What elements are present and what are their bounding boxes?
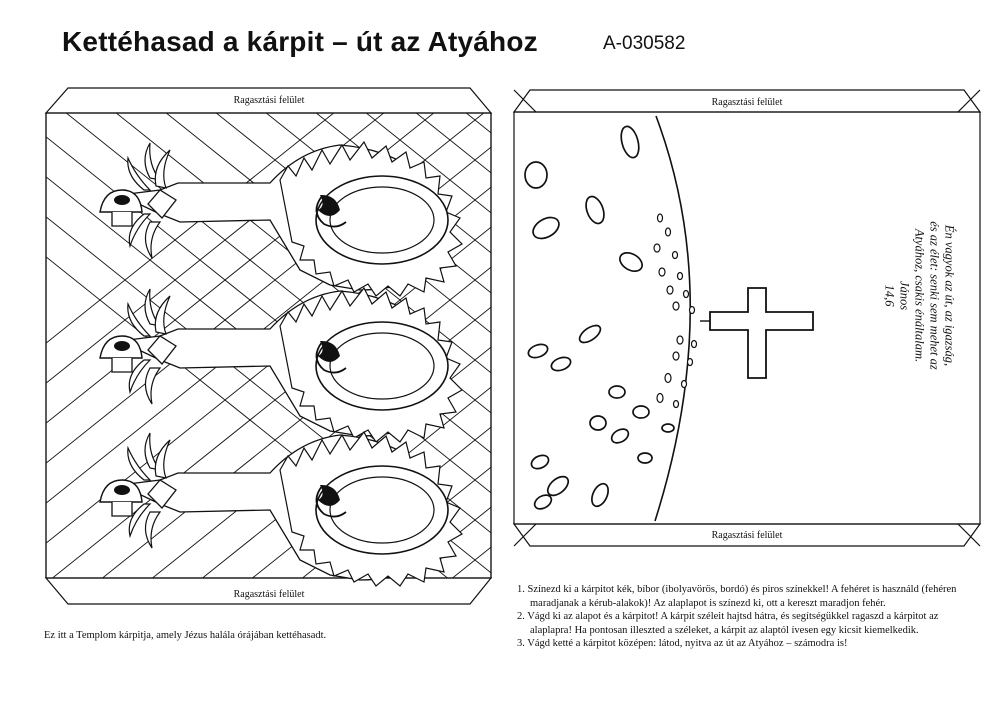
bible-quote xyxy=(882,221,957,371)
document-code: A-030582 xyxy=(603,33,686,54)
cherub-figure-bottom xyxy=(100,432,462,586)
instruction-item: 2. Vágd ki az alapot és a kárpitot! A kárpit széleit hajtsd hátra, és segítségükkel ragaszd a kárpitot az alaplapra! Ha pontosan illeszted a széleket, a kárpit az alaptól ívesen egy kicsit kiemelkedik. xyxy=(517,611,939,636)
footprint-stones xyxy=(525,124,674,511)
bible-quote-reference-name: János xyxy=(897,280,912,311)
bible-quote-text: Én vagyok az út, az igazság, és az élet: senki sem mehet az Atyához, csakis énáltalam. xyxy=(912,221,957,370)
cherub-figure-middle xyxy=(100,288,462,442)
page-title: Kettéhasad a kárpit – út az Atyához xyxy=(62,26,538,57)
instruction-item: 3. Vágd ketté a kárpitot középen: látod, nyitva az út az Atyához – számodra is! xyxy=(517,638,848,649)
small-dots xyxy=(654,214,697,408)
right-top-tab-label: Ragasztási felület xyxy=(711,97,783,108)
horizon-arc xyxy=(655,116,690,521)
bible-quote-reference-verse: 14,6 xyxy=(882,284,897,307)
left-top-tab-label: Ragasztási felület xyxy=(233,95,305,106)
cross-icon xyxy=(710,288,813,378)
instruction-item: 1. Színezd ki a kárpitot kék, bíbor (ibolyavörös, bordó) és piros színekkel! A fehéret is használd (fehéren maradjanak a kérub-alakok)! Az alaplapot is színezd ki, ott a kereszt maradjon fehér. xyxy=(517,584,957,609)
right-bottom-tab-label: Ragasztási felület xyxy=(711,530,783,541)
instructions-list xyxy=(517,583,977,651)
curtain-caption: Ez itt a Templom kárpitja, amely Jézus halála órájában kettéhasadt. xyxy=(44,630,327,641)
left-bottom-tab-label: Ragasztási felület xyxy=(233,589,305,600)
